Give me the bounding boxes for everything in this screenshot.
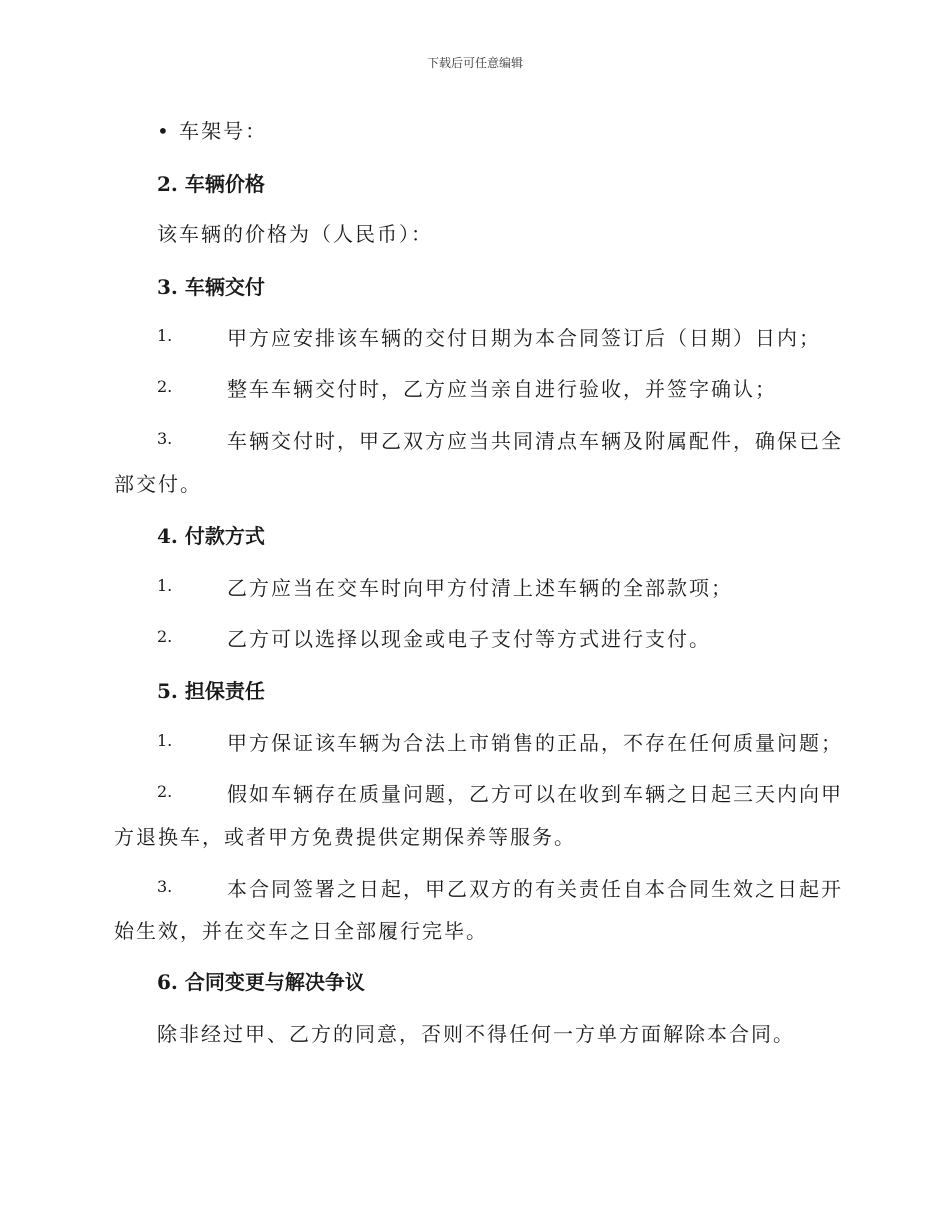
list-item-text: 整车车辆交付时，乙方应当亲自进行验收，并签字确认； <box>227 377 777 401</box>
list-number: 3. <box>157 877 173 896</box>
section-3-heading: 3. 车辆交付 <box>157 275 265 299</box>
section-6-heading: 6. 合同变更与解决争议 <box>157 970 365 994</box>
list-item-continuation: 始生效，并在交车之日全部履行完毕。 <box>114 919 488 943</box>
section-6-text: 除非经过甲、乙方的同意，否则不得任何一方单方面解除本合同。 <box>157 1022 795 1046</box>
vin-line: • 车架号： <box>157 119 268 143</box>
list-number: 2. <box>157 627 173 646</box>
list-item-text: 甲方应安排该车辆的交付日期为本合同签订后（日期）日内； <box>227 326 821 350</box>
list-item-continuation: 部交付。 <box>114 472 202 496</box>
list-item-text: 甲方保证该车辆为合法上市销售的正品，不存在任何质量问题； <box>227 731 843 755</box>
list-item-continuation: 方退换车，或者甲方免费提供定期保养等服务。 <box>114 825 576 849</box>
list-number: 2. <box>157 377 173 396</box>
list-number: 2. <box>157 782 173 801</box>
list-item-text: 乙方应当在交车时向甲方付清上述车辆的全部款项； <box>227 576 733 600</box>
list-number: 1. <box>157 576 173 595</box>
list-number: 1. <box>157 731 173 750</box>
list-item-text: 车辆交付时，甲乙双方应当共同清点车辆及附属配件，确保已全 <box>227 429 843 453</box>
list-number: 3. <box>157 429 173 448</box>
section-5-heading: 5. 担保责任 <box>157 679 265 703</box>
list-item-text: 假如车辆存在质量问题，乙方可以在收到车辆之日起三天内向甲 <box>227 782 843 806</box>
list-number: 1. <box>157 326 173 345</box>
list-item-text: 本合同签署之日起，甲乙双方的有关责任自本合同生效之日起开 <box>227 877 843 901</box>
section-4-heading: 4. 付款方式 <box>157 524 265 548</box>
section-2-text: 该车辆的价格为（人民币）： <box>157 222 433 246</box>
list-item-text: 乙方可以选择以现金或电子支付等方式进行支付。 <box>227 627 711 651</box>
section-2-heading: 2. 车辆价格 <box>157 172 265 196</box>
page-header: 下载后可任意编辑 <box>426 56 523 70</box>
